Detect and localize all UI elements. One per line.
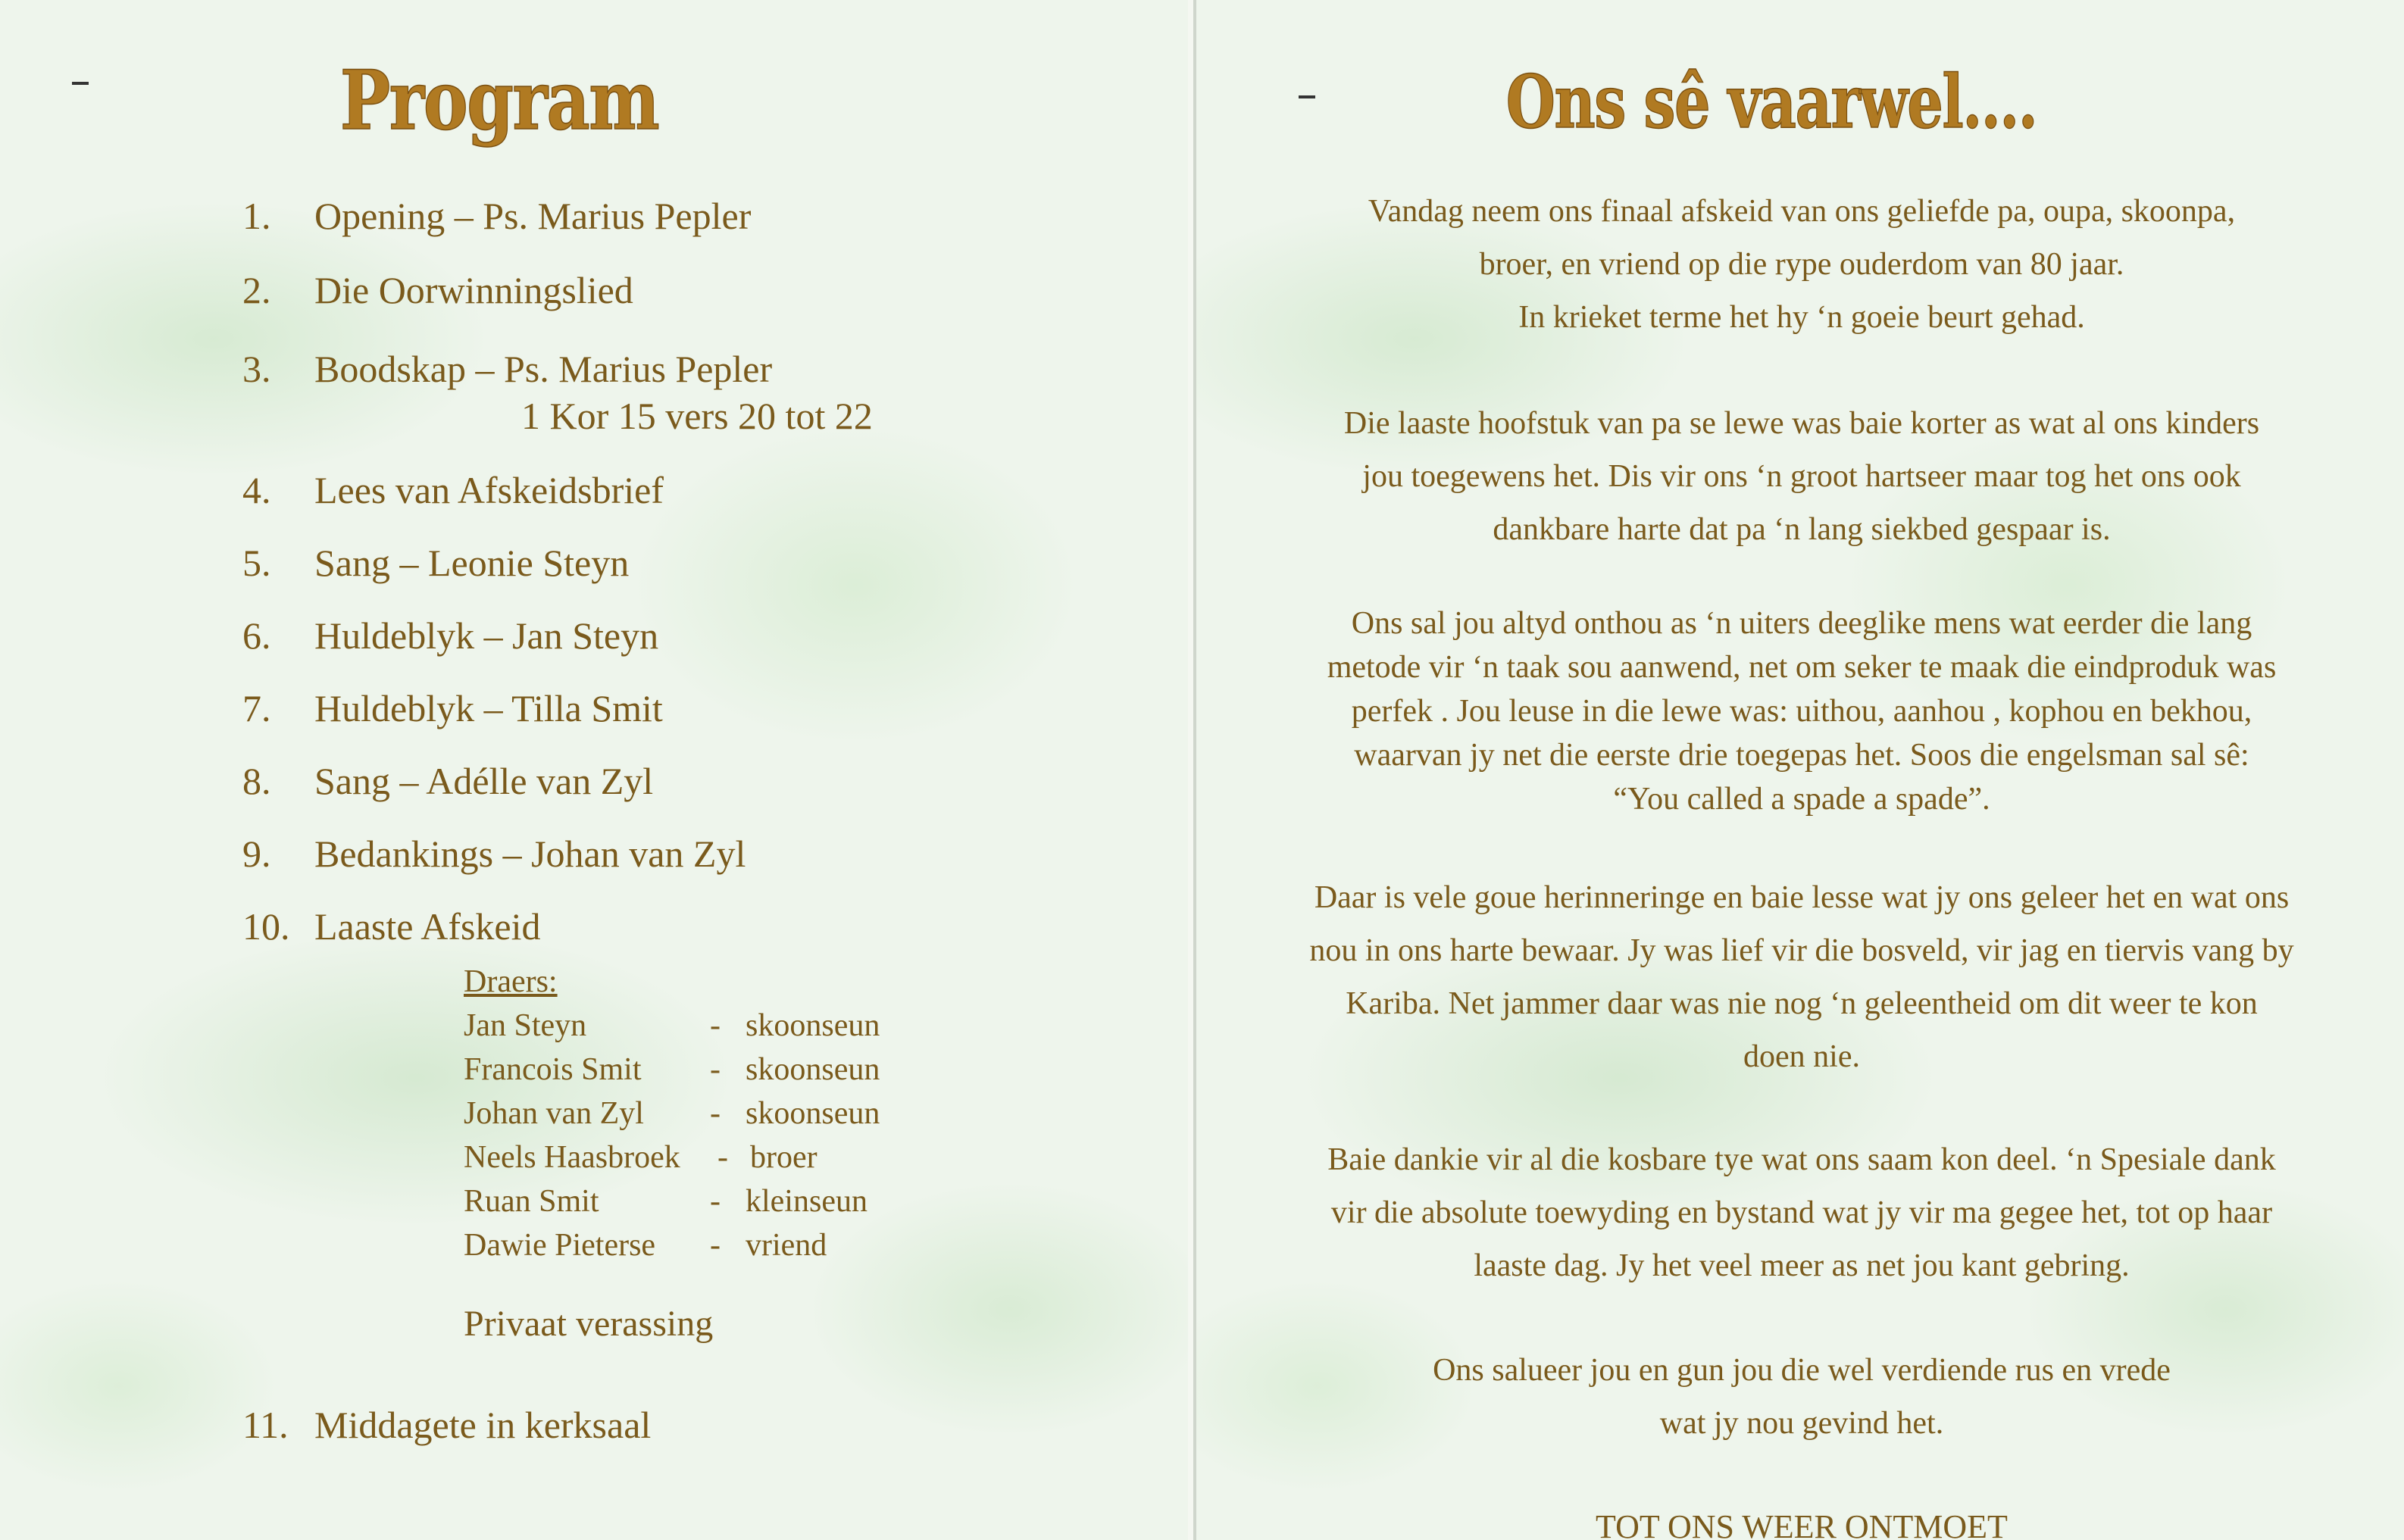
bearer-dash: - bbox=[717, 1140, 728, 1175]
program-item-number: 5. bbox=[242, 542, 271, 584]
program-item-text: Middagete in kerksaal bbox=[314, 1404, 652, 1446]
bearer-name: Jan Steyn bbox=[464, 1008, 587, 1043]
bearer-dash: - bbox=[710, 1228, 721, 1263]
paragraph-line: Vandag neem ons finaal afskeid van ons geliefde pa, oupa, skoonpa, bbox=[1368, 194, 2236, 229]
bearer-name: Ruan Smit bbox=[464, 1184, 599, 1219]
scan-mark bbox=[1299, 95, 1315, 98]
bearer-relation: kleinseun bbox=[746, 1184, 868, 1219]
bearer-name: Neels Haasbroek bbox=[464, 1140, 680, 1175]
paragraph-line: Ons sal jou altyd onthou as ‘n uiters deeglike mens wat eerder die lang bbox=[1351, 606, 2252, 641]
bearer-dash: - bbox=[710, 1184, 721, 1219]
paragraph-line: perfek . Jou leuse in die lewe was: uithou, aanhou , kophou en bekhou, bbox=[1351, 694, 2252, 729]
paragraph-line: nou in ons harte bewaar. Jy was lief vir die bosveld, vir jag en tiervis vang by bbox=[1309, 933, 2294, 968]
program-item-subtext: 1 Kor 15 vers 20 tot 22 bbox=[521, 395, 873, 437]
paragraph-line: broer, en vriend op die rype ouderdom van 80 jaar. bbox=[1479, 247, 2124, 282]
bearer-dash: - bbox=[710, 1052, 721, 1087]
closing-line: TOT ONS WEER ONTMOET bbox=[1596, 1508, 2008, 1540]
bearer-relation: skoonseun bbox=[746, 1096, 880, 1131]
paragraph-line: waarvan jy net die eerste drie toegepas het. Soos die engelsman sal sê: bbox=[1354, 738, 2249, 773]
paragraph-line: wat jy nou gevind het. bbox=[1659, 1406, 1944, 1441]
program-item-number: 2. bbox=[242, 269, 271, 311]
bearer-relation: broer bbox=[750, 1140, 817, 1175]
paragraph-line: dankbare harte dat pa ‘n lang siekbed gespaar is. bbox=[1493, 512, 2111, 547]
program-item-text: Opening – Ps. Marius Pepler bbox=[314, 195, 752, 237]
farewell-paragraph bbox=[1196, 1344, 2404, 1450]
paragraph-line: Die laaste hoofstuk van pa se lewe was baie korter as wat al ons kinders bbox=[1343, 406, 2260, 441]
scan-mark bbox=[72, 82, 89, 85]
paragraph-line: “You called a spade a spade”. bbox=[1613, 782, 1990, 817]
paragraph-line: laaste dag. Jy het veel meer as net jou kant gebring. bbox=[1474, 1248, 2130, 1283]
bearer-relation: skoonseun bbox=[746, 1008, 880, 1043]
paragraph-line: metode vir ‘n taak sou aanwend, net om seker te maak die eindproduk was bbox=[1327, 650, 2277, 685]
program-item-text: Die Oorwinningslied bbox=[314, 269, 633, 311]
paragraph-line: Daar is vele goue herinneringe en baie lesse wat jy ons geleer het en wat ons bbox=[1314, 880, 2290, 915]
program-item-text: Lees van Afskeidsbrief bbox=[314, 469, 664, 511]
farewell-paragraph bbox=[1196, 1133, 2404, 1292]
paragraph-line: In krieket terme het hy ‘n goeie beurt gehad. bbox=[1518, 300, 2085, 335]
program-item-text: Bedankings – Johan van Zyl bbox=[314, 832, 746, 875]
paragraph-line: Baie dankie vir al die kosbare tye wat ons saam kon deel. ‘n Spesiale dank bbox=[1327, 1142, 2276, 1177]
paragraph-line: vir die absolute toewyding en bystand wat jy vir ma gegee het, tot op haar bbox=[1330, 1195, 2273, 1230]
program-item-number: 4. bbox=[242, 469, 271, 511]
program-page bbox=[0, 0, 1188, 1540]
bearer-name: Francois Smit bbox=[464, 1052, 642, 1087]
program-item-number: 8. bbox=[242, 760, 271, 802]
paragraph-line: Kariba. Net jammer daar was nie nog ‘n geleentheid om dit weer te kon bbox=[1346, 986, 2258, 1021]
program-item-number: 11. bbox=[242, 1404, 289, 1446]
farewell-paragraph bbox=[1196, 871, 2404, 1083]
bearer-dash: - bbox=[710, 1008, 721, 1043]
program-item-number: 9. bbox=[242, 832, 271, 875]
bearer-relation: vriend bbox=[746, 1228, 827, 1263]
bearer-dash: - bbox=[710, 1096, 721, 1131]
farewell-page bbox=[1193, 0, 2404, 1540]
bearer-name: Johan van Zyl bbox=[464, 1096, 644, 1131]
program-item-text: Sang – Leonie Steyn bbox=[314, 542, 630, 584]
paragraph-line: jou toegewens het. Dis vir ons ‘n groot hartseer maar tog het ons ook bbox=[1362, 459, 2241, 494]
program-item-number: 3. bbox=[242, 348, 271, 390]
program-item-text: Sang – Adélle van Zyl bbox=[314, 760, 654, 802]
paragraph-line: doen nie. bbox=[1743, 1039, 1860, 1074]
program-item-number: 10. bbox=[242, 905, 290, 948]
program-item-number: 6. bbox=[242, 614, 271, 657]
program-item-text: Huldeblyk – Tilla Smit bbox=[314, 687, 663, 729]
program-item-number: 7. bbox=[242, 687, 271, 729]
paragraph-line: Ons salueer jou en gun jou die wel verdiende rus en vrede bbox=[1433, 1353, 2171, 1388]
bearers-title: Draers: bbox=[464, 964, 558, 999]
program-heading: Program bbox=[339, 53, 659, 148]
farewell-paragraph bbox=[1196, 397, 2404, 556]
bearer-name: Dawie Pieterse bbox=[464, 1228, 656, 1263]
farewell-paragraph bbox=[1196, 601, 2404, 821]
program-item-text: Laaste Afskeid bbox=[314, 905, 541, 948]
program-item-text: Boodskap – Ps. Marius Pepler bbox=[314, 348, 773, 390]
farewell-paragraph bbox=[1196, 185, 2404, 344]
program-item-text: Huldeblyk – Jan Steyn bbox=[314, 614, 659, 657]
program-item-number: 1. bbox=[242, 195, 271, 237]
bearer-relation: skoonseun bbox=[746, 1052, 880, 1087]
private-note: Privaat verassing bbox=[464, 1304, 714, 1344]
farewell-heading: Ons sê vaarwel.... bbox=[1505, 59, 2037, 145]
